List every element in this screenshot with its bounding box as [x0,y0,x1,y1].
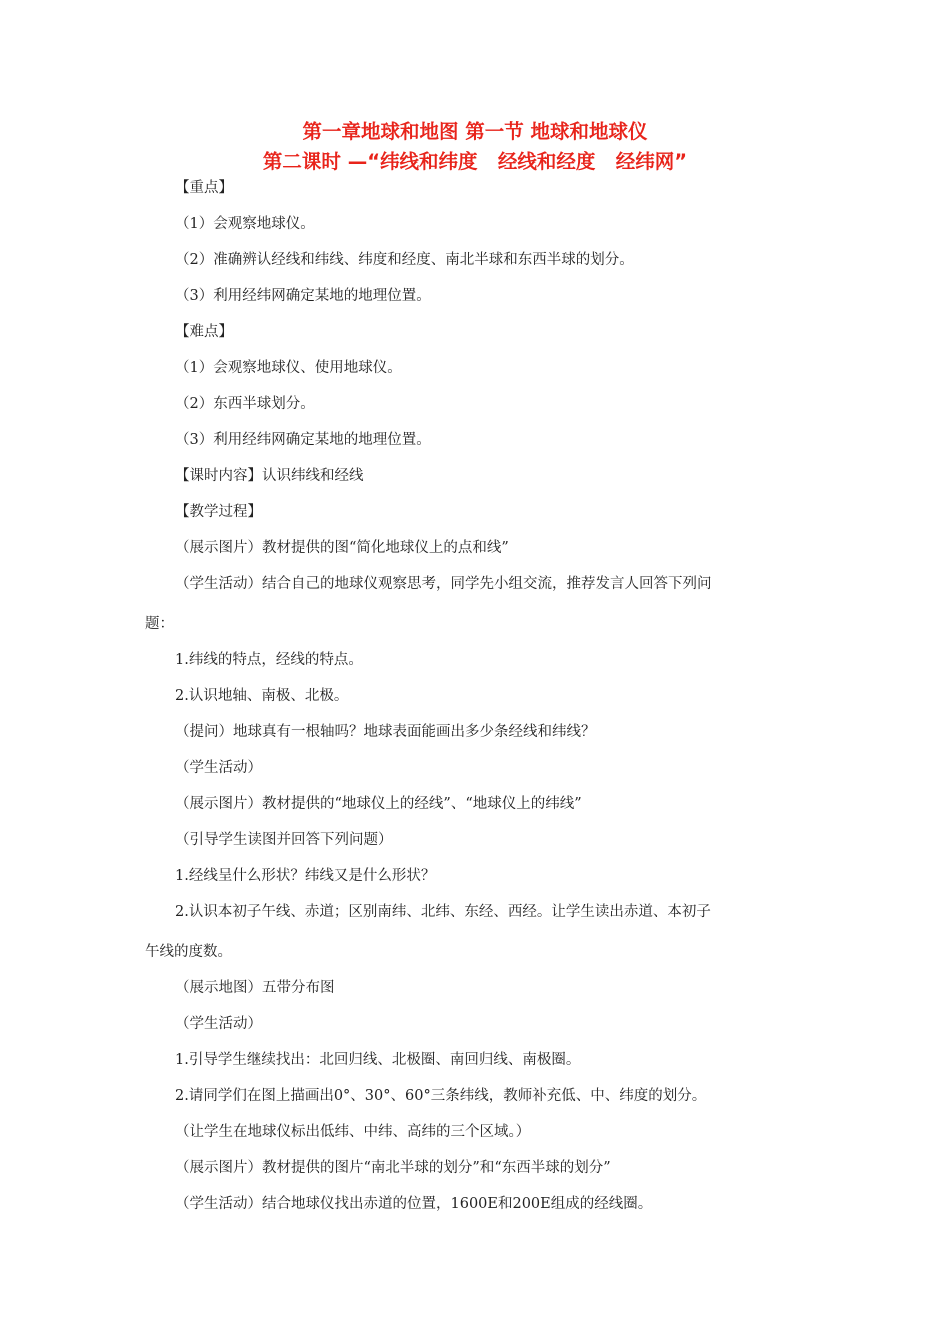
paragraph: （2）准确辨认经线和纬线、纬度和经度、南北半球和东西半球的划分。 [175,252,634,268]
list-item: 2.请同学们在图上描画出0°、30°、60°三条纬线，教师补充低、中、纬度的划分。 [175,1088,707,1104]
paragraph: （学生活动）结合地球仪找出赤道的位置，1600E和200E组成的经线圈。 [175,1196,653,1212]
paragraph: （展示图片）教材提供的“地球仪上的经线”、“地球仪上的纬线” [175,796,582,812]
heading-lesson-content: 【课时内容】认识纬线和经线 [175,468,364,484]
paragraph: （展示图片）教材提供的图片“南北半球的划分”和“东西半球的划分” [175,1160,611,1176]
paragraph: （2）东西半球划分。 [175,396,315,412]
list-item: 1.引导学生继续找出：北回归线、北极圈、南回归线、南极圈。 [175,1052,581,1068]
paragraph: （引导学生读图并回答下列问题） [175,832,393,848]
document-subtitle: 第二课时 —“纬线和纬度 经线和经度 经纬网” [262,150,688,173]
paragraph: （1）会观察地球仪、使用地球仪。 [175,360,402,376]
list-item: 2.认识本初子午线、赤道；区别南纬、北纬、东经、西经。让学生读出赤道、本初子 [175,904,711,920]
paragraph: （展示图片）教材提供的图“简化地球仪上的点和线” [175,540,509,556]
paragraph: （让学生在地球仪标出低纬、中纬、高纬的三个区域。） [175,1124,531,1140]
paragraph: （3）利用经纬网确定某地的地理位置。 [175,432,431,448]
heading-teaching-process: 【教学过程】 [175,504,262,520]
paragraph: （学生活动） [175,1016,262,1032]
heading-difficulties: 【难点】 [175,324,233,340]
paragraph: （3）利用经纬网确定某地的地理位置。 [175,288,431,304]
document-title: 第一章地球和地图 第一节 地球和地球仪 [302,120,648,143]
paragraph: （学生活动）结合自己的地球仪观察思考，同学先小组交流，推荐发言人回答下列问 [175,576,712,592]
paragraph: （提问）地球真有一根轴吗？地球表面能画出多少条经线和纬线？ [175,724,596,740]
list-item: 2.认识地轴、南极、北极。 [175,688,349,704]
paragraph: （学生活动） [175,760,262,776]
paragraph-continuation: 题： [145,616,174,632]
paragraph: （1）会观察地球仪。 [175,216,315,232]
paragraph-continuation: 午线的度数。 [145,944,232,960]
paragraph: （展示地图）五带分布图 [175,980,335,996]
list-item: 1.经线呈什么形状？纬线又是什么形状？ [175,868,436,884]
heading-key-points: 【重点】 [175,180,233,196]
list-item: 1.纬线的特点，经线的特点。 [175,652,363,668]
